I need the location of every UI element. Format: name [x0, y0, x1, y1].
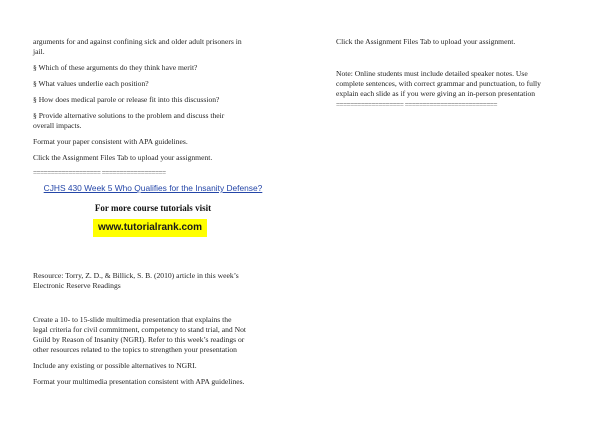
question-parole: § How does medical parole or release fit into this discussion? [33, 95, 220, 104]
course-link[interactable]: CJHS 430 Week 5 Who Qualifies for the Insanity Defense? [43, 183, 263, 193]
format-instruction: Format your paper consistent with APA guidelines. [33, 137, 188, 146]
include-alternatives: Include any existing or possible alternatives to NGRI. [33, 361, 197, 370]
intro-line-2: jail. [33, 47, 45, 56]
resource-line-2: Electronic Reserve Readings [33, 281, 121, 290]
intro-line-1: arguments for and against confining sick and older adult prisoners in [33, 37, 242, 46]
presentation-line-3: Guild by Reason of Insanity (NGRI). Refer to this week’s readings or [33, 335, 245, 344]
note-line-3: explain each slide as if you were giving an in-person presentation [336, 89, 536, 98]
right-separator-line: =================== ========================== [336, 101, 497, 109]
question-values: § What values underlie each position? [33, 79, 149, 88]
presentation-line-4: other resources related to the topics to strengthen your presentation [33, 345, 237, 354]
format-multimedia: Format your multimedia presentation consistent with APA guidelines. [33, 377, 245, 386]
presentation-line-2: legal criteria for civil commitment, competency to stand trial, and Not [33, 325, 246, 334]
separator-line: =================== ================== [33, 169, 166, 177]
site-highlight[interactable]: www.tutorialrank.com [93, 219, 207, 237]
right-upload-instruction: Click the Assignment Files Tab to upload your assignment. [336, 37, 516, 46]
question-alternatives-line-1: § Provide alternative solutions to the problem and discuss their [33, 111, 225, 120]
question-merit: § Which of these arguments do they think have merit? [33, 63, 198, 72]
presentation-line-1: Create a 10- to 15-slide multimedia presentation that explains the [33, 315, 232, 324]
question-alternatives-line-2: overall impacts. [33, 121, 82, 130]
resource-line-1: Resource: Torry, Z. D., & Billick, S. B. (2010) article in this week’s [33, 271, 239, 280]
more-tutorials-heading: For more course tutorials visit [94, 203, 212, 213]
upload-instruction: Click the Assignment Files Tab to upload your assignment. [33, 153, 213, 162]
note-line-2: complete sentences, with correct grammar and punctuation, to fully [336, 79, 541, 88]
note-line-1: Note: Online students must include detailed speaker notes. Use [336, 69, 528, 78]
